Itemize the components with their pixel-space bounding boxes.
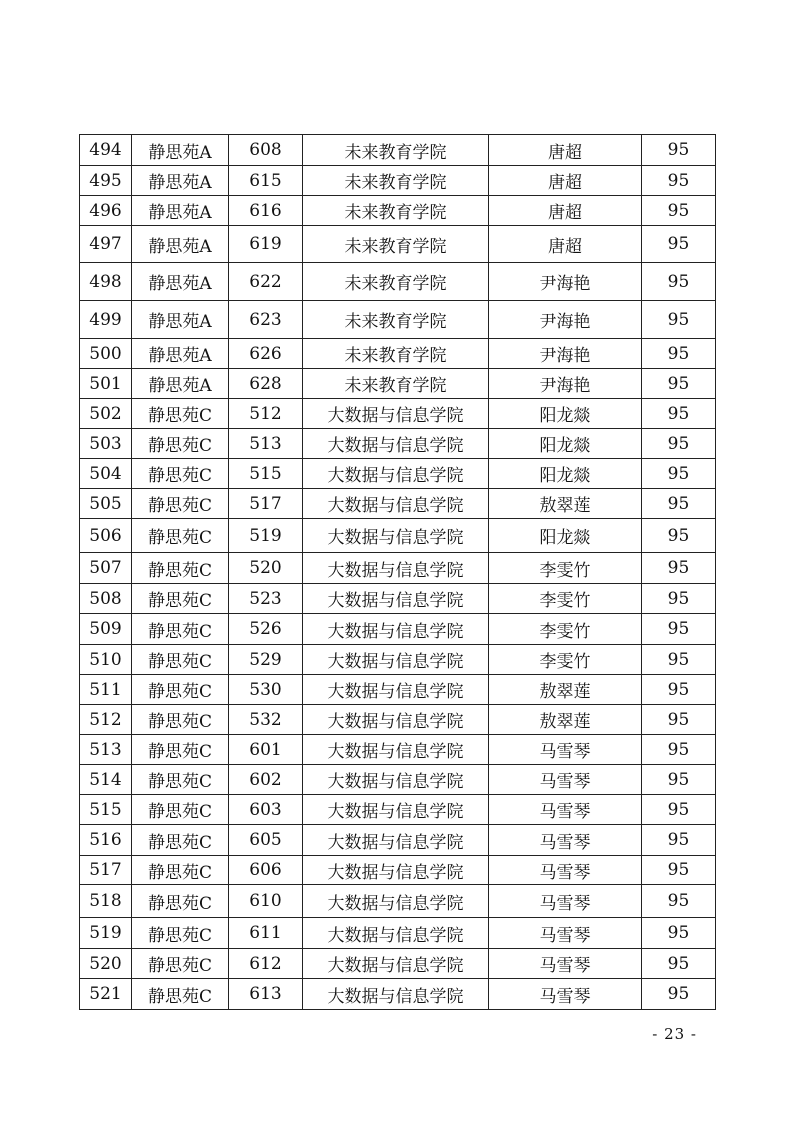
table-row (80, 856, 716, 885)
staff-name-cell: 尹海艳 (489, 339, 642, 369)
table-row (80, 301, 716, 339)
building-cell: 静思苑C (132, 735, 229, 765)
table-row (80, 489, 716, 519)
row-number-cell: 500 (80, 339, 132, 369)
college-cell: 大数据与信息学院 (303, 705, 489, 735)
score-cell: 95 (642, 765, 716, 795)
college-cell: 大数据与信息学院 (303, 979, 489, 1010)
staff-name-cell: 敖翠莲 (489, 675, 642, 705)
score-cell: 95 (642, 795, 716, 825)
score-cell: 95 (642, 614, 716, 645)
room-number-cell: 530 (229, 675, 303, 705)
staff-name-cell: 唐超 (489, 226, 642, 263)
room-number-cell: 605 (229, 825, 303, 856)
staff-name-cell: 尹海艳 (489, 301, 642, 339)
row-number-cell: 515 (80, 795, 132, 825)
row-number-cell: 494 (80, 135, 132, 166)
room-number-cell: 619 (229, 226, 303, 263)
building-cell: 静思苑C (132, 949, 229, 979)
building-cell: 静思苑C (132, 705, 229, 735)
room-number-cell: 513 (229, 429, 303, 459)
dormitory-roster-table (79, 134, 716, 1010)
building-cell: 静思苑A (132, 226, 229, 263)
building-cell: 静思苑C (132, 553, 229, 584)
row-number-cell: 505 (80, 489, 132, 519)
row-number-cell: 506 (80, 519, 132, 553)
row-number-cell: 503 (80, 429, 132, 459)
building-cell: 静思苑C (132, 459, 229, 489)
table-row (80, 196, 716, 226)
building-cell: 静思苑A (132, 135, 229, 166)
building-cell: 静思苑A (132, 263, 229, 301)
table-row (80, 135, 716, 166)
room-number-cell: 608 (229, 135, 303, 166)
table-row (80, 705, 716, 735)
room-number-cell: 517 (229, 489, 303, 519)
building-cell: 静思苑C (132, 795, 229, 825)
college-cell: 大数据与信息学院 (303, 735, 489, 765)
room-number-cell: 601 (229, 735, 303, 765)
building-cell: 静思苑C (132, 856, 229, 885)
staff-name-cell: 马雪琴 (489, 795, 642, 825)
score-cell: 95 (642, 301, 716, 339)
college-cell: 未来教育学院 (303, 369, 489, 399)
building-cell: 静思苑A (132, 196, 229, 226)
college-cell: 大数据与信息学院 (303, 856, 489, 885)
room-number-cell: 603 (229, 795, 303, 825)
score-cell: 95 (642, 918, 716, 949)
building-cell: 静思苑C (132, 489, 229, 519)
staff-name-cell: 马雪琴 (489, 979, 642, 1010)
building-cell: 静思苑C (132, 979, 229, 1010)
staff-name-cell: 阳龙燚 (489, 429, 642, 459)
table-row (80, 369, 716, 399)
room-number-cell: 512 (229, 399, 303, 429)
building-cell: 静思苑C (132, 918, 229, 949)
row-number-cell: 502 (80, 399, 132, 429)
row-number-cell: 511 (80, 675, 132, 705)
college-cell: 大数据与信息学院 (303, 519, 489, 553)
room-number-cell: 532 (229, 705, 303, 735)
table-row (80, 614, 716, 645)
table-row (80, 459, 716, 489)
college-cell: 未来教育学院 (303, 339, 489, 369)
staff-name-cell: 马雪琴 (489, 765, 642, 795)
score-cell: 95 (642, 645, 716, 675)
room-number-cell: 612 (229, 949, 303, 979)
table-row (80, 166, 716, 196)
building-cell: 静思苑C (132, 885, 229, 918)
staff-name-cell: 马雪琴 (489, 825, 642, 856)
room-number-cell: 623 (229, 301, 303, 339)
score-cell: 95 (642, 584, 716, 614)
building-cell: 静思苑A (132, 301, 229, 339)
room-number-cell: 520 (229, 553, 303, 584)
table-row (80, 263, 716, 301)
staff-name-cell: 阳龙燚 (489, 399, 642, 429)
table-row (80, 226, 716, 263)
table-row (80, 584, 716, 614)
score-cell: 95 (642, 166, 716, 196)
room-number-cell: 523 (229, 584, 303, 614)
college-cell: 大数据与信息学院 (303, 429, 489, 459)
roster-table-body (80, 135, 716, 1010)
room-number-cell: 628 (229, 369, 303, 399)
staff-name-cell: 李雯竹 (489, 584, 642, 614)
table-row (80, 765, 716, 795)
room-number-cell: 606 (229, 856, 303, 885)
staff-name-cell: 唐超 (489, 196, 642, 226)
college-cell: 大数据与信息学院 (303, 765, 489, 795)
row-number-cell: 499 (80, 301, 132, 339)
college-cell: 未来教育学院 (303, 301, 489, 339)
college-cell: 大数据与信息学院 (303, 675, 489, 705)
building-cell: 静思苑A (132, 369, 229, 399)
staff-name-cell: 马雪琴 (489, 856, 642, 885)
row-number-cell: 514 (80, 765, 132, 795)
building-cell: 静思苑C (132, 765, 229, 795)
row-number-cell: 495 (80, 166, 132, 196)
score-cell: 95 (642, 675, 716, 705)
table-row (80, 918, 716, 949)
row-number-cell: 509 (80, 614, 132, 645)
score-cell: 95 (642, 735, 716, 765)
college-cell: 未来教育学院 (303, 135, 489, 166)
building-cell: 静思苑C (132, 399, 229, 429)
score-cell: 95 (642, 135, 716, 166)
staff-name-cell: 马雪琴 (489, 735, 642, 765)
score-cell: 95 (642, 429, 716, 459)
staff-name-cell: 唐超 (489, 166, 642, 196)
staff-name-cell: 敖翠莲 (489, 705, 642, 735)
score-cell: 95 (642, 856, 716, 885)
building-cell: 静思苑C (132, 584, 229, 614)
table-row (80, 519, 716, 553)
score-cell: 95 (642, 705, 716, 735)
staff-name-cell: 唐超 (489, 135, 642, 166)
room-number-cell: 515 (229, 459, 303, 489)
row-number-cell: 518 (80, 885, 132, 918)
row-number-cell: 508 (80, 584, 132, 614)
room-number-cell: 613 (229, 979, 303, 1010)
room-number-cell: 526 (229, 614, 303, 645)
college-cell: 大数据与信息学院 (303, 399, 489, 429)
row-number-cell: 498 (80, 263, 132, 301)
room-number-cell: 519 (229, 519, 303, 553)
score-cell: 95 (642, 196, 716, 226)
row-number-cell: 519 (80, 918, 132, 949)
score-cell: 95 (642, 949, 716, 979)
building-cell: 静思苑C (132, 675, 229, 705)
table-row (80, 979, 716, 1010)
college-cell: 未来教育学院 (303, 263, 489, 301)
score-cell: 95 (642, 399, 716, 429)
staff-name-cell: 李雯竹 (489, 614, 642, 645)
staff-name-cell: 马雪琴 (489, 918, 642, 949)
staff-name-cell: 李雯竹 (489, 553, 642, 584)
table-row (80, 429, 716, 459)
score-cell: 95 (642, 519, 716, 553)
staff-name-cell: 李雯竹 (489, 645, 642, 675)
building-cell: 静思苑C (132, 429, 229, 459)
building-cell: 静思苑C (132, 645, 229, 675)
score-cell: 95 (642, 369, 716, 399)
score-cell: 95 (642, 825, 716, 856)
table-row (80, 645, 716, 675)
college-cell: 大数据与信息学院 (303, 584, 489, 614)
room-number-cell: 615 (229, 166, 303, 196)
building-cell: 静思苑A (132, 339, 229, 369)
college-cell: 大数据与信息学院 (303, 795, 489, 825)
college-cell: 大数据与信息学院 (303, 645, 489, 675)
room-number-cell: 626 (229, 339, 303, 369)
table-row (80, 399, 716, 429)
score-cell: 95 (642, 553, 716, 584)
room-number-cell: 602 (229, 765, 303, 795)
staff-name-cell: 马雪琴 (489, 949, 642, 979)
room-number-cell: 610 (229, 885, 303, 918)
college-cell: 未来教育学院 (303, 166, 489, 196)
row-number-cell: 501 (80, 369, 132, 399)
table-row (80, 795, 716, 825)
staff-name-cell: 阳龙燚 (489, 459, 642, 489)
score-cell: 95 (642, 459, 716, 489)
row-number-cell: 516 (80, 825, 132, 856)
row-number-cell: 507 (80, 553, 132, 584)
table-row (80, 675, 716, 705)
college-cell: 大数据与信息学院 (303, 459, 489, 489)
table-row (80, 553, 716, 584)
staff-name-cell: 敖翠莲 (489, 489, 642, 519)
row-number-cell: 497 (80, 226, 132, 263)
college-cell: 大数据与信息学院 (303, 885, 489, 918)
college-cell: 大数据与信息学院 (303, 489, 489, 519)
college-cell: 大数据与信息学院 (303, 553, 489, 584)
table-row (80, 949, 716, 979)
room-number-cell: 616 (229, 196, 303, 226)
score-cell: 95 (642, 489, 716, 519)
row-number-cell: 496 (80, 196, 132, 226)
row-number-cell: 510 (80, 645, 132, 675)
score-cell: 95 (642, 979, 716, 1010)
building-cell: 静思苑C (132, 614, 229, 645)
table-row (80, 885, 716, 918)
room-number-cell: 529 (229, 645, 303, 675)
college-cell: 未来教育学院 (303, 196, 489, 226)
row-number-cell: 513 (80, 735, 132, 765)
page-number: - 23 - (652, 1025, 697, 1043)
table-row (80, 735, 716, 765)
score-cell: 95 (642, 885, 716, 918)
roster-table-container (79, 134, 715, 1010)
college-cell: 大数据与信息学院 (303, 949, 489, 979)
row-number-cell: 517 (80, 856, 132, 885)
building-cell: 静思苑C (132, 825, 229, 856)
row-number-cell: 521 (80, 979, 132, 1010)
table-row (80, 339, 716, 369)
row-number-cell: 520 (80, 949, 132, 979)
college-cell: 大数据与信息学院 (303, 825, 489, 856)
building-cell: 静思苑A (132, 166, 229, 196)
staff-name-cell: 尹海艳 (489, 369, 642, 399)
staff-name-cell: 马雪琴 (489, 885, 642, 918)
score-cell: 95 (642, 263, 716, 301)
college-cell: 未来教育学院 (303, 226, 489, 263)
row-number-cell: 512 (80, 705, 132, 735)
table-row (80, 825, 716, 856)
room-number-cell: 611 (229, 918, 303, 949)
staff-name-cell: 尹海艳 (489, 263, 642, 301)
score-cell: 95 (642, 339, 716, 369)
row-number-cell: 504 (80, 459, 132, 489)
building-cell: 静思苑C (132, 519, 229, 553)
staff-name-cell: 阳龙燚 (489, 519, 642, 553)
college-cell: 大数据与信息学院 (303, 614, 489, 645)
college-cell: 大数据与信息学院 (303, 918, 489, 949)
room-number-cell: 622 (229, 263, 303, 301)
score-cell: 95 (642, 226, 716, 263)
